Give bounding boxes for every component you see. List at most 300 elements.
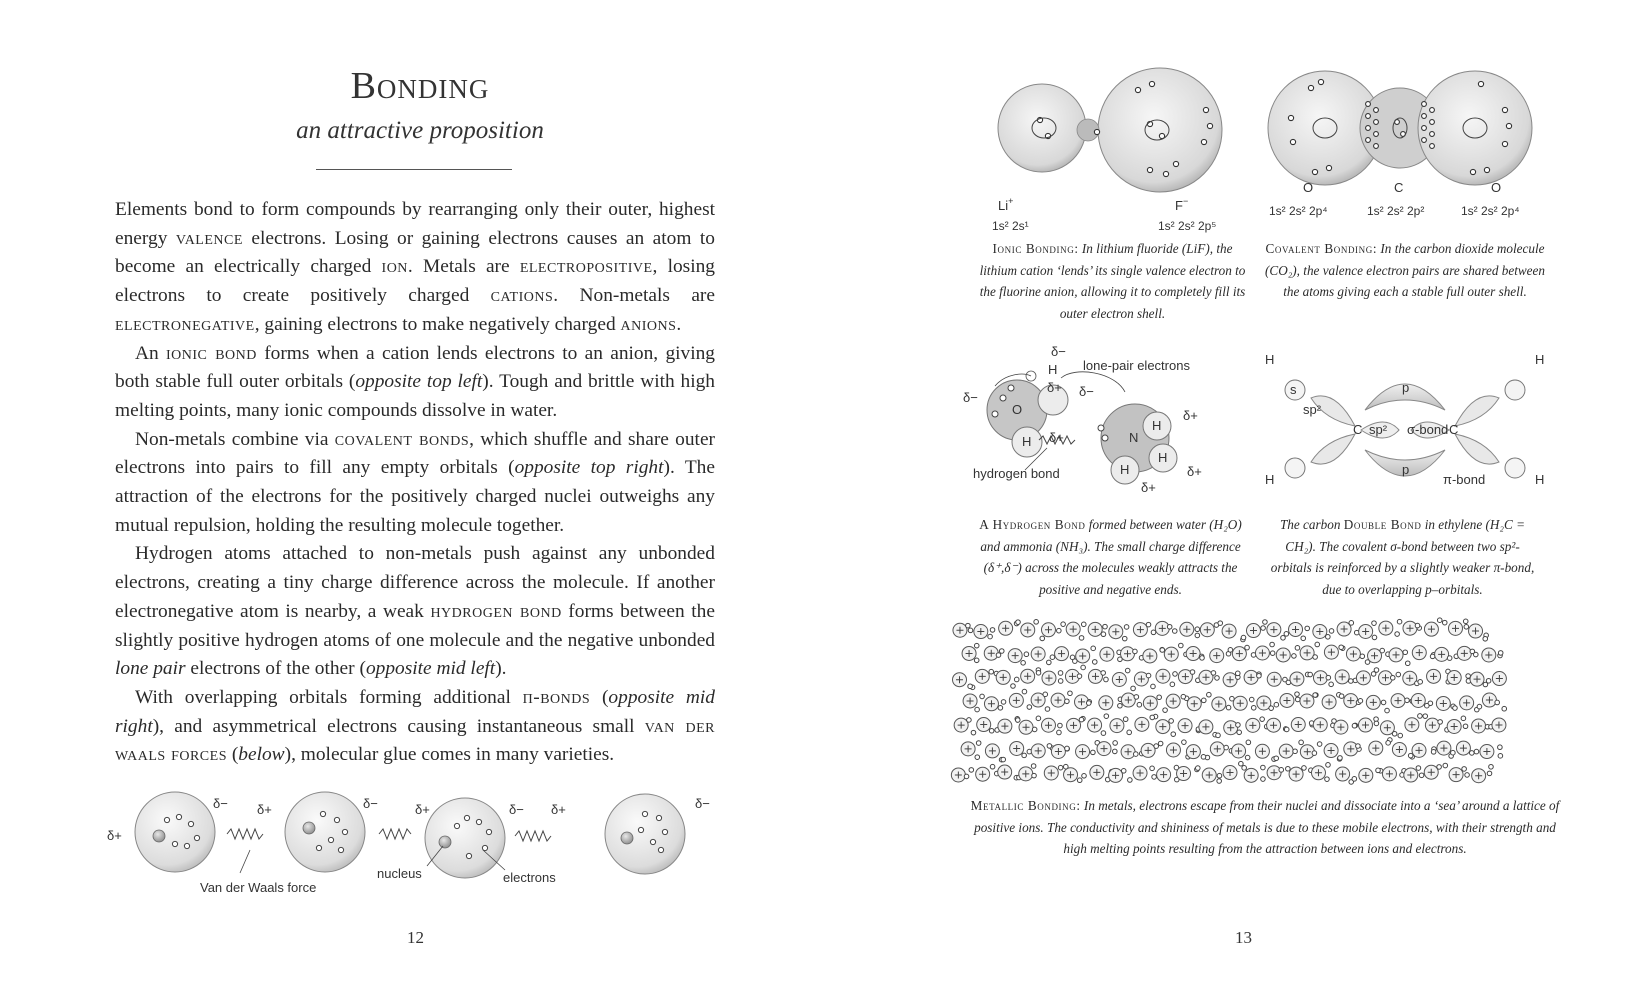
free-electron bbox=[1001, 700, 1006, 705]
free-electron bbox=[1092, 660, 1097, 665]
free-electron bbox=[1217, 779, 1222, 784]
free-electron bbox=[1077, 674, 1082, 679]
vdw-charge-3: δ+ bbox=[257, 802, 272, 817]
free-electron bbox=[1113, 749, 1118, 754]
free-electron bbox=[1170, 682, 1175, 687]
free-electron bbox=[1257, 673, 1262, 678]
free-electron bbox=[1246, 740, 1251, 745]
free-electron bbox=[1226, 705, 1231, 710]
free-electron bbox=[1236, 723, 1241, 728]
free-electron bbox=[1200, 656, 1205, 661]
double-bond-figure bbox=[1265, 352, 1545, 528]
sigma-bond-label: σ-bond bbox=[1407, 422, 1449, 437]
vdw-atom-1 bbox=[135, 792, 215, 872]
free-electron bbox=[980, 694, 985, 699]
free-electron bbox=[1437, 618, 1442, 623]
body-paragraph: Elements bond to form compounds by rearranging only their outer, highest energy valence electrons. Losing or gaining electrons causes an atom to become an electrically charged ion. Metals are electropositive, losing electrons to create positively charged cations. Non-metals are electronegative, gaining electrons to make negatively charged anions. bbox=[115, 199, 716, 335]
vdw-squiggle-2 bbox=[379, 829, 411, 839]
free-electron bbox=[1104, 677, 1109, 682]
free-electron bbox=[1160, 648, 1165, 653]
charge-6: δ+ bbox=[1183, 408, 1198, 423]
o-symbol-right: O bbox=[1491, 180, 1502, 195]
free-electron bbox=[1360, 654, 1365, 659]
free-electron bbox=[1057, 628, 1062, 633]
p-label-bottom: p bbox=[1402, 462, 1410, 477]
free-electron bbox=[1034, 620, 1039, 625]
free-electron bbox=[975, 755, 980, 760]
free-electron bbox=[1269, 706, 1274, 711]
free-electron bbox=[1091, 750, 1096, 755]
free-electron bbox=[1284, 632, 1289, 637]
oxygen-atom-right bbox=[1418, 71, 1532, 185]
free-electron bbox=[1081, 665, 1086, 670]
body-paragraph: With overlapping orbitals forming additional π-bonds (opposite mid right), and asymmetrical electrons causing instantaneous small van der waals forces (below), molecular glue comes in many varieties. bbox=[115, 686, 716, 766]
free-electron bbox=[1326, 675, 1331, 680]
free-electron bbox=[1228, 648, 1233, 653]
free-electron bbox=[989, 728, 994, 733]
free-electron bbox=[1047, 660, 1052, 665]
free-electron bbox=[1313, 655, 1318, 660]
free-electron bbox=[1122, 636, 1127, 641]
free-electron bbox=[1447, 656, 1452, 661]
charge-7: δ+ bbox=[1187, 464, 1202, 479]
vdw-squiggle-3 bbox=[515, 831, 551, 841]
free-electron bbox=[964, 774, 969, 779]
free-electron bbox=[1352, 777, 1357, 782]
vdw-charge-5: δ+ bbox=[415, 802, 430, 817]
free-electron bbox=[1279, 768, 1284, 773]
free-electron bbox=[1312, 751, 1317, 756]
free-electron bbox=[1270, 642, 1275, 647]
li-config: 1s² 2s¹ bbox=[992, 219, 1029, 233]
free-electron bbox=[1326, 634, 1331, 639]
free-electron bbox=[1260, 717, 1265, 722]
body-paragraph: An ionic bond forms when a cation lends electrons to an anion, giving both stable full outer orbitals (opposite top left). Tough and brittle with high melting points, many ionic compounds dissolve in water. bbox=[115, 342, 715, 421]
free-electron bbox=[1131, 686, 1136, 691]
c-left: C bbox=[1353, 422, 1363, 437]
lone-pair-label: lone-pair electrons bbox=[1083, 358, 1190, 373]
body-paragraph: Hydrogen atoms attached to non-metals push against any unbonded electrons, creating a tiny charge difference across the molecule. If another electronegative atom is nearby, a weak hydrogen bond forms between the slightly positive hydrogen atoms of one molecule and the negative unbonded lone pair electrons of the other (opposite mid left). bbox=[115, 543, 715, 680]
free-electron bbox=[1498, 651, 1503, 656]
free-electron bbox=[1101, 671, 1106, 676]
sp2-label-center: sp² bbox=[1369, 422, 1388, 437]
free-electron bbox=[990, 764, 995, 769]
free-electron bbox=[967, 718, 972, 723]
pi-bond-label: π-bond bbox=[1443, 472, 1486, 487]
double-bond-caption: The carbon Double Bond in ethylene (H₂C = CH₂). The covalent σ-bond between two sp²-orbitals is reinforced by a slightly weaker π-bond, due to overlapping p–orbitals. bbox=[1270, 517, 1535, 597]
free-electron bbox=[1152, 775, 1157, 780]
free-electron bbox=[1325, 777, 1330, 782]
free-electron bbox=[1216, 733, 1221, 738]
free-electron bbox=[1295, 692, 1300, 697]
hydrogen-bond-label: hydrogen bond bbox=[973, 466, 1060, 481]
h-bottom-right: H bbox=[1535, 472, 1545, 487]
free-electron bbox=[1196, 766, 1201, 771]
p-label-top: p bbox=[1402, 380, 1410, 395]
free-electron bbox=[968, 684, 973, 689]
charge-4: δ− bbox=[1079, 384, 1094, 399]
free-electron bbox=[1215, 676, 1220, 681]
sp2-lobe-top-right bbox=[1455, 396, 1499, 426]
free-electron bbox=[1483, 636, 1488, 641]
free-electron bbox=[1329, 629, 1334, 634]
page-number: 13 bbox=[1235, 928, 1252, 947]
vdw-charge-4: δ− bbox=[363, 796, 378, 811]
free-electron bbox=[1043, 692, 1048, 697]
free-electron bbox=[1077, 778, 1082, 783]
free-electron bbox=[1079, 636, 1084, 641]
free-electron bbox=[1474, 749, 1479, 754]
free-electron bbox=[1462, 767, 1467, 772]
free-electron bbox=[1302, 766, 1307, 771]
covalent-bonding-caption: Covalent Bonding: In the carbon dioxide molecule (CO₂), the valence electron pairs are shared between the atoms giving each a stable full outer shell. bbox=[1265, 241, 1545, 299]
free-electron bbox=[1286, 766, 1291, 771]
free-electron bbox=[1469, 751, 1474, 756]
free-electron bbox=[1133, 752, 1138, 757]
free-electron bbox=[1113, 741, 1118, 746]
free-electron bbox=[1292, 654, 1297, 659]
free-electron bbox=[1495, 700, 1500, 705]
free-electron bbox=[969, 768, 974, 773]
free-electron bbox=[1016, 620, 1021, 625]
free-electron bbox=[1150, 715, 1155, 720]
n-symbol: N bbox=[1129, 430, 1139, 445]
free-electron bbox=[1027, 705, 1032, 710]
o-symbol-left: O bbox=[1303, 180, 1314, 195]
title-divider bbox=[316, 169, 512, 170]
free-electron bbox=[1022, 753, 1027, 758]
free-electron bbox=[1425, 703, 1430, 708]
free-electron bbox=[1498, 754, 1503, 759]
free-electron bbox=[1146, 673, 1151, 678]
free-electron bbox=[1463, 724, 1468, 729]
free-electron bbox=[1167, 624, 1172, 629]
charge-2: δ− bbox=[963, 390, 978, 405]
free-electron bbox=[1241, 635, 1246, 640]
free-electron bbox=[1438, 720, 1443, 725]
free-electron bbox=[1014, 677, 1019, 682]
free-electron bbox=[1245, 645, 1250, 650]
free-electron bbox=[1047, 744, 1052, 749]
free-electron bbox=[1397, 619, 1402, 624]
h-symbol-3: H bbox=[1152, 418, 1162, 433]
free-electron bbox=[1477, 704, 1482, 709]
free-electron bbox=[1211, 671, 1216, 676]
free-electron bbox=[1190, 670, 1195, 675]
vdw-atom-3 bbox=[425, 798, 505, 878]
free-electron bbox=[1118, 703, 1123, 708]
free-electron bbox=[1398, 733, 1403, 738]
free-electron bbox=[1058, 765, 1063, 770]
free-electron bbox=[1470, 649, 1475, 654]
free-electron bbox=[1386, 741, 1391, 746]
free-electron bbox=[975, 707, 980, 712]
h-symbol-2: H bbox=[1022, 434, 1032, 449]
free-electron bbox=[1329, 682, 1334, 687]
free-electron bbox=[1001, 757, 1006, 762]
f-symbol: F− bbox=[1175, 196, 1189, 213]
h-symbol-4: H bbox=[1158, 450, 1168, 465]
li-symbol: Li+ bbox=[998, 196, 1014, 213]
free-electron bbox=[1463, 619, 1468, 624]
free-electron bbox=[1195, 627, 1200, 632]
free-electron bbox=[988, 634, 993, 639]
free-electron bbox=[1015, 718, 1020, 723]
free-electron bbox=[1498, 745, 1503, 750]
free-electron bbox=[968, 628, 973, 633]
h-top-right: H bbox=[1535, 352, 1545, 367]
free-electron bbox=[1371, 672, 1376, 677]
vdw-charge-1: δ+ bbox=[107, 828, 122, 843]
free-electron bbox=[1358, 699, 1363, 704]
free-electron bbox=[1390, 675, 1395, 680]
free-electron bbox=[1058, 671, 1063, 676]
free-electron bbox=[1418, 714, 1423, 719]
free-electron bbox=[974, 643, 979, 648]
free-electron bbox=[1181, 694, 1186, 699]
hydrogen-bond-caption: A Hydrogen Bond formed between water (H₂O) and ammonia (NH₃). The small charge difference (δ⁺,δ⁻) across the molecules weakly attracts the positive and negative ends. bbox=[979, 517, 1242, 597]
c-symbol: C bbox=[1394, 180, 1404, 195]
free-electron bbox=[1079, 717, 1084, 722]
free-electron bbox=[1418, 680, 1423, 685]
free-electron bbox=[1442, 620, 1447, 625]
free-electron bbox=[1031, 764, 1036, 769]
page-title: Bonding bbox=[350, 65, 490, 107]
free-electron bbox=[1040, 636, 1045, 641]
free-electron bbox=[1352, 723, 1357, 728]
free-electron bbox=[1032, 773, 1037, 778]
free-electron bbox=[1065, 746, 1070, 751]
free-electron bbox=[1195, 633, 1200, 638]
free-electron bbox=[1437, 765, 1442, 770]
free-electron bbox=[1349, 621, 1354, 626]
free-electron bbox=[1348, 679, 1353, 684]
free-electron bbox=[1169, 719, 1174, 724]
h-symbol-5: H bbox=[1120, 462, 1130, 477]
free-electron bbox=[1061, 622, 1066, 627]
free-electron bbox=[976, 741, 981, 746]
free-electron bbox=[990, 628, 995, 633]
free-electron bbox=[1058, 723, 1063, 728]
free-electron bbox=[1451, 750, 1456, 755]
free-electron bbox=[1201, 698, 1206, 703]
free-electron bbox=[1086, 701, 1091, 706]
free-electron bbox=[1431, 750, 1436, 755]
free-electron bbox=[1486, 678, 1491, 683]
free-electron bbox=[1403, 650, 1408, 655]
free-electron bbox=[1317, 742, 1322, 747]
fluorine-anion bbox=[1098, 68, 1222, 192]
free-electron bbox=[1173, 672, 1178, 677]
ionic-bonding-caption: Ionic Bonding: In lithium fluoride (LiF), the lithium cation ‘lends’ its single valence electron to the fluorine anion, allowing it to completely fill its outer electron shell. bbox=[979, 241, 1246, 321]
free-electron bbox=[1057, 730, 1062, 735]
free-electron bbox=[1179, 643, 1184, 648]
vdw-charge-6: δ− bbox=[509, 802, 524, 817]
free-electron bbox=[1134, 695, 1139, 700]
vdw-charge-8: δ− bbox=[695, 796, 710, 811]
free-electron bbox=[1465, 773, 1470, 778]
free-electron bbox=[1171, 732, 1176, 737]
free-electron bbox=[1315, 642, 1320, 647]
free-electron bbox=[1133, 649, 1138, 654]
free-electron bbox=[1058, 679, 1063, 684]
free-electron bbox=[1154, 744, 1159, 749]
ionic-bonding-figure bbox=[980, 60, 1250, 235]
free-electron bbox=[1326, 763, 1331, 768]
free-electron bbox=[1021, 661, 1026, 666]
free-electron bbox=[1274, 702, 1279, 707]
free-electron bbox=[1146, 622, 1151, 627]
free-electron bbox=[1068, 691, 1073, 696]
covalent-bonding-figure bbox=[1265, 60, 1535, 235]
vdw-force-pointer bbox=[240, 850, 250, 873]
free-electron bbox=[1201, 755, 1206, 760]
metallic-bonding-caption: Metallic Bonding: In metals, electrons escape from their nuclei and dissociate into a ‘sea’ around a lattice of positive ions. The conductivity and shininess of metals is due to these mobile electrons, with their strength and high melting points resulting from the attraction between ions and electrons. bbox=[970, 798, 1560, 856]
free-electron bbox=[1218, 621, 1223, 626]
free-electron bbox=[1128, 778, 1133, 783]
c-right: C bbox=[1449, 422, 1459, 437]
free-electron bbox=[1376, 768, 1381, 773]
free-electron bbox=[1172, 629, 1177, 634]
free-electron bbox=[1464, 625, 1469, 630]
free-electron bbox=[1385, 708, 1390, 713]
free-electron bbox=[1443, 763, 1448, 768]
free-electron bbox=[1036, 716, 1041, 721]
free-electron bbox=[1423, 714, 1428, 719]
free-electron bbox=[1224, 745, 1229, 750]
free-electron bbox=[1489, 764, 1494, 769]
page-subtitle: an attractive proposition bbox=[296, 117, 544, 144]
free-electron bbox=[1032, 727, 1037, 732]
free-electron bbox=[1081, 622, 1086, 627]
h-symbol-1: H bbox=[1048, 362, 1058, 377]
free-electron bbox=[1182, 740, 1187, 745]
free-electron bbox=[1263, 620, 1268, 625]
h-bottom-left: H bbox=[1265, 472, 1275, 487]
free-electron bbox=[1261, 626, 1266, 631]
sp2-lobe-bottom-right bbox=[1455, 434, 1499, 464]
free-electron bbox=[1408, 753, 1413, 758]
free-electron bbox=[996, 653, 1001, 658]
free-electron bbox=[1157, 695, 1162, 700]
free-electron bbox=[1050, 655, 1055, 660]
free-electron bbox=[1461, 716, 1466, 721]
free-electron bbox=[1150, 766, 1155, 771]
h-top-left: H bbox=[1265, 352, 1275, 367]
s-label: s bbox=[1290, 382, 1297, 397]
free-electron bbox=[1416, 766, 1421, 771]
free-electron bbox=[1121, 768, 1126, 773]
free-electron bbox=[1415, 623, 1420, 628]
free-electron bbox=[1392, 731, 1397, 736]
free-electron bbox=[1293, 749, 1298, 754]
free-electron bbox=[1419, 773, 1424, 778]
free-electron bbox=[1101, 731, 1106, 736]
free-electron bbox=[1125, 668, 1130, 673]
free-electron bbox=[1124, 625, 1129, 630]
free-electron bbox=[1338, 756, 1343, 761]
free-electron bbox=[1158, 741, 1163, 746]
charge-3: δ+ bbox=[1047, 380, 1062, 395]
free-electron bbox=[966, 623, 971, 628]
free-electron bbox=[1123, 717, 1128, 722]
body-text bbox=[115, 196, 715, 770]
charge-1: δ− bbox=[1051, 344, 1066, 359]
electrons-label: electrons bbox=[503, 870, 556, 885]
free-electron bbox=[1249, 697, 1254, 702]
free-electron bbox=[1313, 693, 1318, 698]
free-electron bbox=[1356, 744, 1361, 749]
free-electron bbox=[1374, 721, 1379, 726]
free-electron bbox=[1137, 702, 1142, 707]
free-electron bbox=[1235, 671, 1240, 676]
free-electron bbox=[1237, 730, 1242, 735]
free-electron bbox=[974, 658, 979, 663]
free-electron bbox=[1381, 700, 1386, 705]
free-electron bbox=[1487, 771, 1492, 776]
free-electron bbox=[1281, 635, 1286, 640]
free-electron bbox=[1151, 630, 1156, 635]
free-electron bbox=[1295, 646, 1300, 651]
free-electron bbox=[1207, 692, 1212, 697]
free-electron bbox=[1091, 646, 1096, 651]
free-electron bbox=[1239, 761, 1244, 766]
free-electron bbox=[1301, 636, 1306, 641]
o-symbol: O bbox=[1012, 402, 1023, 417]
c-config: 1s² 2s² 2p² bbox=[1367, 204, 1425, 218]
free-electron bbox=[1151, 684, 1156, 689]
free-electron bbox=[1036, 670, 1041, 675]
free-electron bbox=[1242, 766, 1247, 771]
free-electron bbox=[1453, 706, 1458, 711]
free-electron bbox=[1104, 714, 1109, 719]
van-der-waals-figure bbox=[105, 790, 725, 910]
vdw-charge-2: δ− bbox=[213, 796, 228, 811]
vdw-force-label: Van der Waals force bbox=[200, 880, 317, 895]
free-electron bbox=[1022, 689, 1027, 694]
free-electron bbox=[1339, 694, 1344, 699]
free-electron bbox=[1251, 705, 1256, 710]
free-electron bbox=[1103, 624, 1108, 629]
free-electron bbox=[1045, 707, 1050, 712]
free-electron bbox=[1308, 672, 1313, 677]
charge-8: δ+ bbox=[1141, 480, 1156, 495]
charge-5: δ+ bbox=[1049, 430, 1064, 445]
lithium-cation bbox=[998, 84, 1086, 172]
free-electron bbox=[1270, 651, 1275, 656]
vdw-atom-2 bbox=[285, 792, 365, 872]
vdw-charge-7: δ+ bbox=[551, 802, 566, 817]
free-electron bbox=[1339, 645, 1344, 650]
free-electron bbox=[1372, 621, 1377, 626]
body-paragraph: Non-metals combine via covalent bonds, which shuffle and share outer electrons into pairs to fill any empty orbitals (opposite top right). The attraction of the electrons for the positively charged nuclei outweighs any mutual repulsion, holding the resulting molecule together. bbox=[115, 428, 716, 536]
free-electron bbox=[1305, 626, 1310, 631]
free-electron bbox=[1217, 773, 1222, 778]
o-config-left: 1s² 2s² 2p⁴ bbox=[1269, 204, 1328, 218]
free-electron bbox=[1024, 652, 1029, 657]
free-electron bbox=[1284, 727, 1289, 732]
free-electron bbox=[971, 730, 976, 735]
free-electron bbox=[1405, 698, 1410, 703]
free-electron bbox=[1274, 756, 1279, 761]
free-electron bbox=[1299, 740, 1304, 745]
free-electron bbox=[1295, 697, 1300, 702]
sp2-label-left: sp² bbox=[1303, 402, 1322, 417]
page-number: 12 bbox=[407, 928, 424, 947]
free-electron bbox=[1127, 730, 1132, 735]
free-electron bbox=[1261, 777, 1266, 782]
metallic-lattice bbox=[951, 618, 1506, 784]
